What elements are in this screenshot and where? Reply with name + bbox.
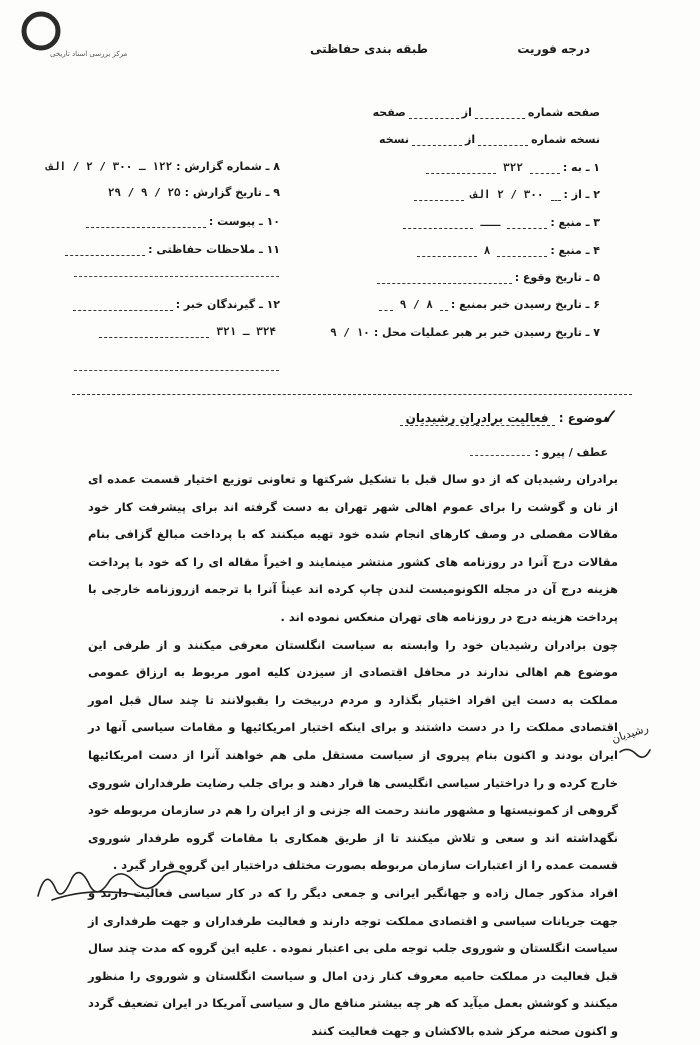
body-paragraph: افراد مذکور جمال زاده و جهانگیر ایرانی و جمعی دیگر را که در کار سیاسی فعالیت دارند و جهت جریانات سیاسی و اقتصادی مملکت توجه دارند و فعالیت طرفداران و جهت طرفداری از سیاست انگلستان و شوروی جلب توجه ملی بی اعتبار نموده . علیه این گروه که مدت چند سال قبل فعالیت در مملکت حامیه معروف کنار زدن امال و سیاست انگلستان و شوروی را منظور میکنند و کوشش بعمل میآید که هر چه بیشتر منافع مال و سیاسی آمریکا در ایران تضعیف گردد و اکنون صحنه مرکز شده بالاکشان و جهت فعالیت کنند bbox=[88, 885, 618, 1038]
blank-line bbox=[74, 276, 279, 277]
occurrence-date-field: ۵ ـ تاریخ وقوع : bbox=[366, 271, 600, 284]
page-number-field: صفحه شمارهازصفحه bbox=[372, 106, 600, 119]
report-date-field: ۹ ـ تاریخ گزارش :۲۵ / ۹ / ۲۹ bbox=[107, 186, 280, 199]
copy-number-field: نسخه شمارهازنسخه bbox=[379, 133, 600, 146]
body-paragraph: چون برادران رشیدیان خود را وابسته به سیاست انگلستان معرفی میکنند و از طرفی این موضوع هم اهالی ندارند در محافل اقتصادی از سیزدن کلیه امور مربوط به ارزاق عمومی مملکت به دست این افراد اختیار بگذارد و مردم دربیخت را بقبولانند تا چند سال قبل امور اقتصادی مملکت را در دست داشتند و برای اینکه اختیار امریکائیها و مقامات سیاسی آنها در ایران بودند و اکنون بنام پیروی از سیاست مستقل ملی هم خواهند آنرا از دست امریکائیها خارج کرده و را دراختیار سیاسی انگلیسی ها قرار دهند و برای جلب رضایت طرفداران شوروی گروهی از کمونیستها و مشهور مانند رحمت اله جزنی و از ایران را هم در سازمان مربوطه خود نگهداشته اند و سعی و تلاش میکنند تا از طریق همکاری با مقامات گروه طرفدار شوروی قسمت عمده را از اعتبارات سازمان مربوطه بصورت مختلف دراختیار این گروه قرار گیرد . bbox=[88, 637, 618, 873]
priority-label: درجه فوریت bbox=[517, 42, 590, 56]
to-field: ۱ ـ به :۳۲۲ bbox=[423, 161, 600, 174]
classification-label: طبقه بندی حفاظتی bbox=[310, 42, 428, 56]
source-field-4: ۴ ـ منبع :۸ bbox=[414, 244, 600, 257]
recipients-value-field: ۳۲۴ ـ ۳۲۱ bbox=[96, 325, 280, 338]
body-paragraph: برادران رشیدیان که از دو سال قبل با تشکیل شرکتها و تعاونی توزیع اختیار قسمت عمده ای از نان و گوشت را برای عموم اهالی شهر تهران به دست گرفته اند برای پیشرفت کار خود مقالات مفصلی در وصف کارهای انجام شده خود تهیه میکنند که با پرداخت مبالغ گزافی بنام مقالات درج آنرا در روزنامه های کشور منتشر مینمایند و اخیراً مقاله ای را که خود با پرداخت هزینه درج آن در مجله الکونومیست لندن چاپ کرده اند عیناً آنرا با ترجمه ازروزنامه خارجی با پرداخت هزینه درج در روزنامه های تهران منعکس نموده اند . bbox=[88, 472, 618, 624]
recipients-field: ۱۲ ـ گیرندگان خبر : bbox=[70, 298, 280, 311]
blank-line bbox=[74, 370, 279, 371]
logo-caption: مرکز بررسی اسناد تاریخی bbox=[50, 50, 128, 58]
archive-logo-icon bbox=[20, 10, 62, 52]
subject-value: فعالیت برادران رشیدیان bbox=[400, 411, 555, 426]
security-notes-field: ۱۱ ـ ملاحظات حفاظتی : bbox=[62, 243, 280, 256]
margin-annotation bbox=[609, 716, 654, 764]
source-receipt-date-field: ۶ ـ تاریخ رسیدن خبر بمنبع :۸ / ۹ bbox=[376, 298, 600, 311]
from-field: ۲ ـ از :۳۰۰ / ۲ الف bbox=[411, 188, 600, 201]
operations-receipt-date-field: ۷ ـ تاریخ رسیدن خبر بر هبر عملیات محل :۱۰ / ۹ bbox=[330, 326, 600, 339]
report-number-field: ۸ ـ شماره گزارش :۱۲۲ ـ ۳۰۰ / ۲ / الف bbox=[46, 160, 280, 173]
report-body bbox=[88, 466, 618, 1045]
section-divider bbox=[72, 394, 632, 395]
archive-logo bbox=[20, 10, 140, 58]
source-field-3: ۳ ـ منبع :ـــ bbox=[400, 216, 600, 229]
margin-annotation-text: رشیدیان bbox=[609, 721, 651, 746]
signature bbox=[32, 856, 192, 906]
subject-line: موضوع : فعالیت برادران رشیدیان bbox=[400, 411, 610, 425]
attachment-field: ۱۰ ـ پیوست : bbox=[83, 215, 280, 228]
checkmark-icon: ✓ bbox=[602, 404, 619, 428]
reference-line: عطف / پیرو : bbox=[470, 446, 608, 459]
